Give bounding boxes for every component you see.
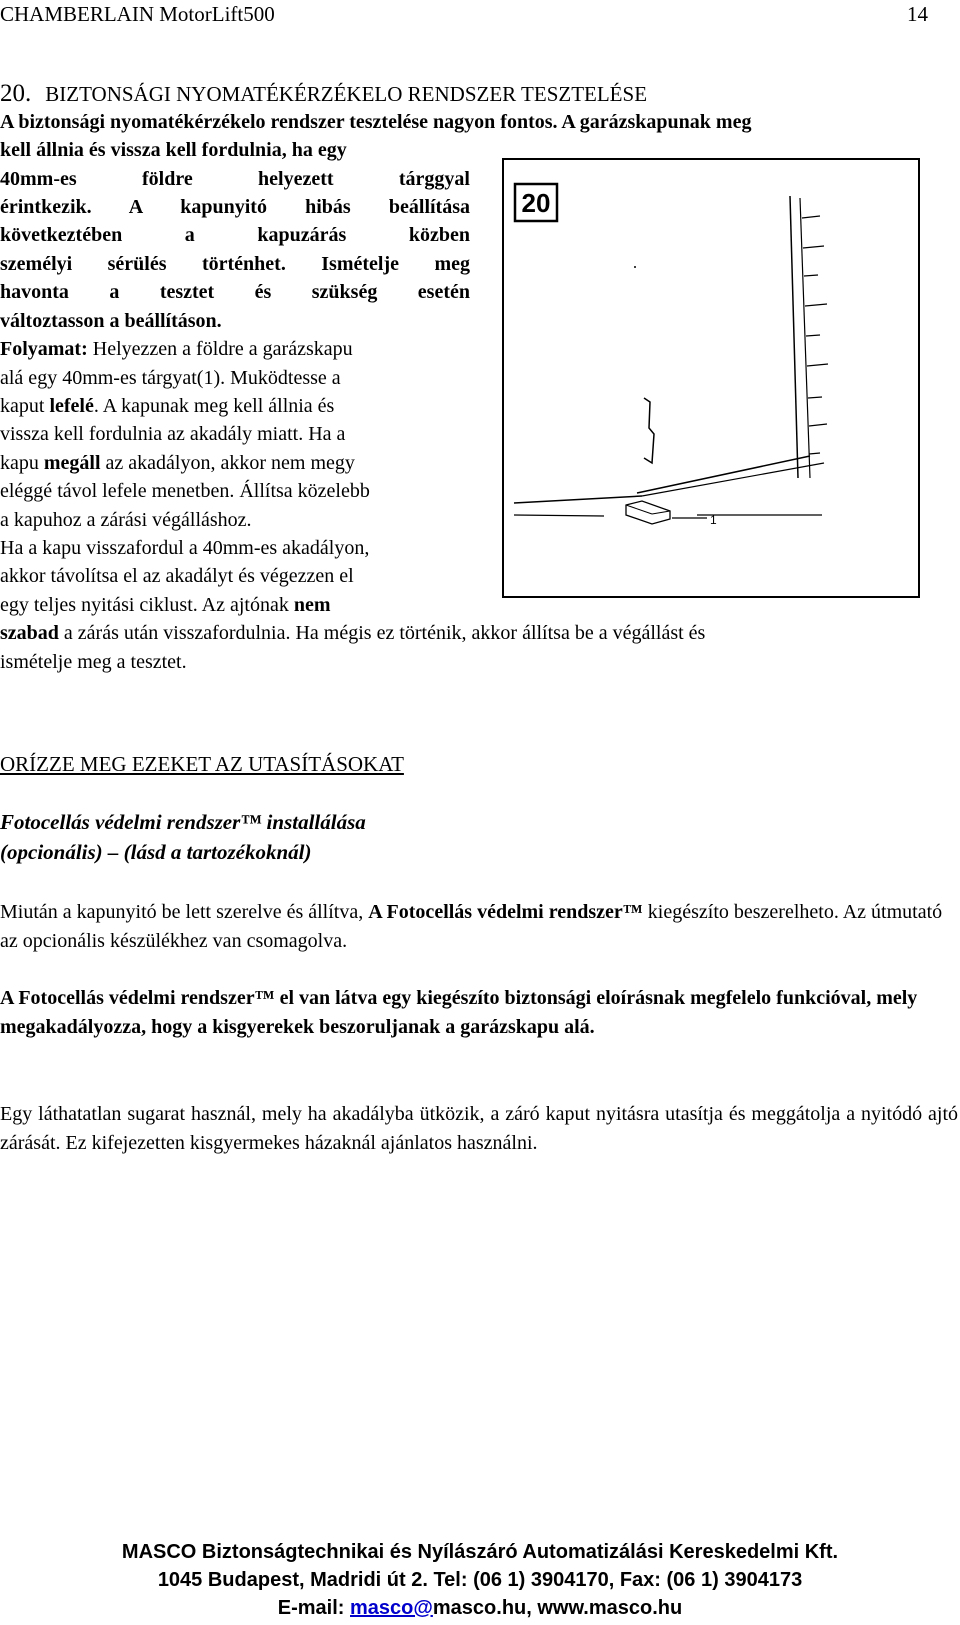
procedure-line-8: Ha a kapu visszafordul a 40mm-es akadályon, (0, 537, 370, 559)
floor-line (514, 496, 642, 503)
intro-line-7: havonta a tesztet és szükség esetén (0, 281, 470, 303)
figure-frame (503, 159, 919, 597)
photocell-paragraph-3: Egy láthatatlan sugarat használ, mely ha akadályba ütközik, a záró kaput nyitásra utasítja és meggátolja a nyitódó ajtó zárását. Ez kifejezetten kisgyermekes házaknál ajánlatos használni. (0, 1103, 958, 1154)
intro-line-6: személyi sérülés történhet. Ismételje meg (0, 253, 470, 275)
procedure-line-7: a kapuhoz a zárási végálláshoz. (0, 509, 252, 531)
procedure-line-1: Folyamat: Helyezzen a földre a garázskapu (0, 338, 353, 360)
intro-line-5: következtében a kapuzárás közben (0, 224, 470, 246)
procedure-line-10: egy teljes nyitási ciklust. Az ajtónak nem (0, 594, 331, 616)
section-heading (0, 80, 647, 108)
procedure-line-6: eléggé távol lefele menetben. Állítsa közelebb (0, 480, 370, 502)
procedure-line-5: kapu megáll az akadályon, akkor nem megy (0, 452, 355, 474)
floor-line (642, 463, 824, 496)
email-link[interactable]: masco@ (350, 1597, 433, 1619)
intro-line-8: változtasson a beállításon. (0, 310, 222, 332)
intro-line-4: érintkezik. A kapunyitó hibás beállítása (0, 196, 470, 218)
door-edge-line (790, 196, 798, 478)
section-title: BIZTONSÁGI NYOMATÉKÉRZÉKELO RENDSZER TESZTELÉSE (45, 82, 648, 106)
procedure-line-12: ismételje meg a tesztet. (0, 651, 187, 673)
footer-address: 1045 Budapest, Madridi út 2. Tel: (06 1) 3904170, Fax: (06 1) 3904173 (157, 1569, 803, 1591)
procedure-line-2: alá egy 40mm-es tárgyat(1). Muködtesse a (0, 367, 341, 389)
floor-line (514, 515, 604, 516)
section-number: 20. (0, 80, 32, 107)
procedure-line-3: kaput lefelé. A kapunak meg kell állnia és (0, 395, 335, 417)
footer-company: MASCO Biztonságtechnikai és Nyílászáró Automatizálási Kereskedelmi Kft. (121, 1541, 839, 1563)
photocell-title-line-2: (opcionális) – (lásd a tartozékoknál) (0, 840, 312, 864)
photocell-paragraph-2: A Fotocellás védelmi rendszer™ el van látva egy kiegészíto biztonsági eloírásnak megfelelo funkcióval, mely megakadályozza, hogy a kisgyerekek beszoruljanak a garázskapu alá. (0, 987, 918, 1038)
procedure-line-4: vissza kell fordulnia az akadály miatt. Ha a (0, 423, 346, 445)
figure-badge-number: 20 (521, 188, 551, 218)
intro-line-2: kell állnia és vissza kell fordulnia, ha egy (0, 139, 347, 161)
keep-instructions-heading: ORÍZZE MEG EZEKET AZ UTASÍTÁSOKAT (0, 752, 404, 776)
garage-door-test-figure (502, 158, 920, 598)
procedure-line-11: szabad a zárás után visszafordulnia. Ha mégis ez történik, akkor állítsa be a végállást és (0, 622, 706, 644)
figure-drawing (502, 158, 920, 598)
footer-contact: E-mail: masco@masco.hu, www.masco.hu (277, 1597, 683, 1619)
callout-number: 1 (710, 513, 717, 527)
door-handle (644, 398, 654, 463)
procedure-line-9: akkor távolítsa el az akadályt és végezzen el (0, 565, 354, 587)
intro-line-3: 40mm-es földre helyezett tárggyal (0, 168, 470, 190)
door-bottom-edge (637, 456, 810, 493)
header-title: CHAMBERLAIN MotorLift500 (0, 2, 275, 26)
door-edge-line (800, 198, 810, 478)
photocell-paragraph-1: Miután a kapunyitó be lett szerelve és állítva, A Fotocellás védelmi rendszer™ kiegészíto beszerelheto. Az útmutató az opcionális készülékhez van csomagolva. (0, 901, 943, 952)
photocell-title-line-1: Fotocellás védelmi rendszer™ installálása (0, 810, 366, 834)
intro-line-1: A biztonsági nyomatékérzékelo rendszer tesztelése nagyon fontos. A garázskapunak meg (0, 111, 752, 133)
page-number: 14 (907, 2, 928, 26)
wall-hatching (802, 216, 828, 454)
